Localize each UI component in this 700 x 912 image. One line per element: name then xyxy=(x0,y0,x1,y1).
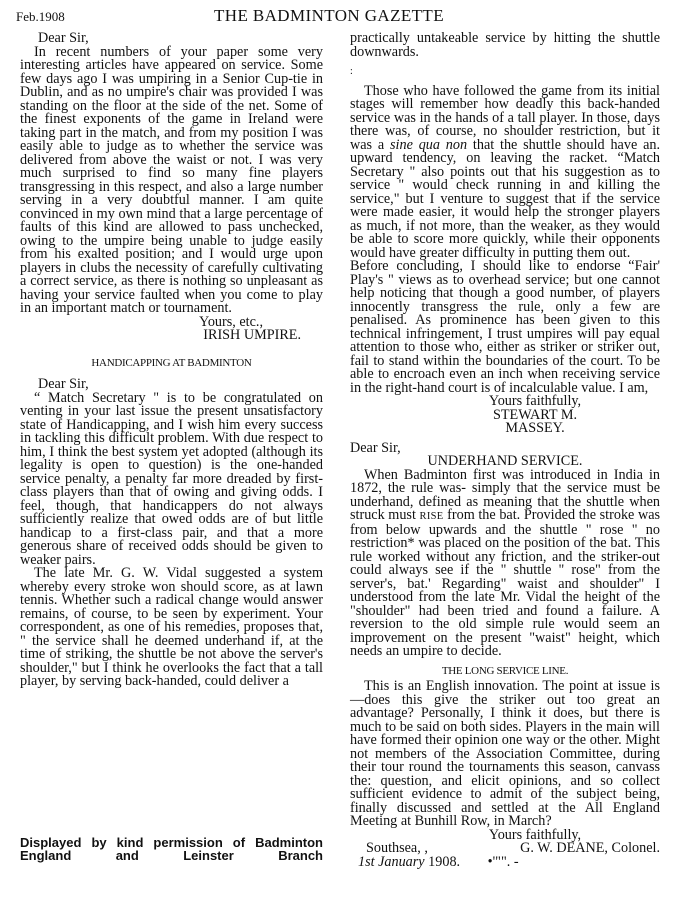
para3-text: Those who have followed the game from its initial stages will remember how deadly this back-handed service was in the hands of a tall player. In those, days there was, of course, no shoulder restriction, but it was a xyxy=(350,82,660,153)
letter3-body xyxy=(350,466,661,659)
letter3-dateline xyxy=(358,853,660,870)
letter3-place: Southsea, , xyxy=(366,840,428,856)
letter2-para4: Before concluding, I should like to endorse “Fair' Play's " views as to overhead service; but one cannot help noticing that though a good number, of players innocently transgress the rule, only a few are penalised. As prominence has been given to this technical infringement, I trust umpires will pay equal attention to those who, either as striker or striker out, fail to stand within the boundaries of the court. To be able to encroach even an inch when receiving service in the right-hand court is of incalculable value. I am, xyxy=(350,258,660,396)
latin-phrase: sine qua non xyxy=(390,136,468,153)
letter3-closing: Yours faithfully, xyxy=(488,826,582,843)
issue-date: Feb.1908 xyxy=(16,9,65,24)
letter2-signature-1: STEWART M. xyxy=(492,406,577,423)
right-column xyxy=(350,32,660,902)
publication-title: THE BADMINTON GAZETTE xyxy=(214,6,444,25)
underhand-heading: UNDERHAND SERVICE. xyxy=(427,453,583,469)
letter1-signature: IRISH UMPIRE. xyxy=(203,327,301,343)
letter3-year: 1908. xyxy=(428,853,461,870)
letter2-signature-2: MASSEY. xyxy=(505,420,565,436)
permission-credit xyxy=(20,836,323,862)
handicapping-heading: HANDICAPPING AT BADMINTON xyxy=(91,356,252,369)
credit-line-1: Displayed by kind permission of Badminton xyxy=(20,835,323,850)
letter2-continuation: practically untakeable service by hitting the shuttle downwards. xyxy=(350,30,660,60)
letter1-salutation: Dear Sir, xyxy=(38,30,89,46)
rise-word: RISE xyxy=(419,511,444,522)
letter3-marks: •'"". - xyxy=(487,853,519,870)
body-a: When Badminton first was introduced in India in 1872, the rule was- simply that the service must be underhand, defined as meaning that the shuttle when struck must xyxy=(350,466,660,523)
letter3-signer: G. W. DEANE, Colonel. xyxy=(520,840,660,856)
letter3-salutation: Dear Sir, xyxy=(350,439,401,456)
letter1-closing: Yours, etc., xyxy=(199,313,263,330)
long-service-heading: THE LONG SERVICE LINE. xyxy=(441,664,569,677)
para3-rest: that the shuttle should have an. upward tendency, on leaving the racket. “Match Secretary " also points out that his suggestion as to service " would check running in and killing the service," but I venture to suggest that if the service were made easier, it would help the stronger players as much, if not more, than the weaker, as they would be able to score more quickly, while their opponents would have greater difficulty in putting them out. xyxy=(350,136,661,261)
letter3-body-c: This is an English innovation. The point at issue is—does this give the striker out too great an advantage? Personally, I think it does, but there is much to be said on both sides. Players in the main will have formed their opinion one way or the other. Might not members of the Association Committee, during their tour round the tournaments this season, canvass the: question, and elicit opinions, and so collect sufficient evidence to admit of the subject being, finally discussed and settled at the All England Meeting at Bunhill Row, in March? xyxy=(350,678,660,829)
stray-mark: : xyxy=(350,66,353,77)
page-header xyxy=(0,6,700,28)
letter2-salutation: Dear Sir, xyxy=(38,376,89,392)
letter2-para3 xyxy=(350,82,661,261)
letter2-closing: Yours faithfully, xyxy=(488,393,582,409)
body-b: from the bat. Provided the stroke was from below upwards and the shuttle " rose " no restriction* was placed on the position of the bat. This rule worked without any friction, and the striker-out could always see if the " shuttle " rose" from the server's, bat.' Regarding" waist and shoulder" I understood from the late Mr. Vidal the height of the "shoulder" had been tried and found a failure. A reversion to the old simple rule would seem an improvement on the present "waist" height, which needs an umpire to decide. xyxy=(350,507,661,659)
letter3-date: 1st January xyxy=(358,853,425,870)
letter2-para1: “ Match Secretary " is to be congratulated on venting in your last issue the present unsatisfactory state of Handicapping, and I wish him every success in tackling this difficult problem. With due respect to him, I think the best system yet adopted (although its legality is open to question) is the one-handed service penalty, a penalty far more dreaded by first-class players than that of owing and giving odds. I feel, though, that handicappers do not always sufficiently realize that owed odds are of but little handicap to a first-class pair, and that a more generous share of received odds should be given to weaker pairs. xyxy=(20,389,323,568)
letter2-para2: The late Mr. G. W. Vidal suggested a system whereby every stroke won should score, as at lawn tennis. Whether such a radical change would answer remains, of course, to be seen by experiment. Your correspondent, as one of his remedies, proposes that, " the service shall he deemed underhand if, at the time of striking, the shuttle be not above the server's shoulder," but I think he overlooks the fact that a tall player, by serving back-handed, could deliver a xyxy=(20,565,323,689)
letter1-body: In recent numbers of your paper some very interesting articles have appeared on service. Some few days ago I was umpiring in a Senior Cup-tie in Dublin, and as no umpire's chair was provided I was standing on the floor at the side of the net. Some of the finest exponents of the game in Ireland were taking part in the match, and from my position I was easily able to judge as to whether the service was delivered from above the waist or not. I was very much surprised to find so many fine players transgressing in this respect, and also a large number serving in a very doubtful manner. I am quite convinced in my own mind that a large percentage of faults of this kind are allowed to pass unchecked, owing to the umpire being unable to judge easily from his exalted position; and I would urge upon players in clubs the necessity of carefully cultivating a correct service, as there is nothing so unpleasant as having your service faulted when you come to play in an important match or tournament. xyxy=(20,43,323,316)
left-column xyxy=(20,32,323,902)
credit-line-2: England and Leinster Branch xyxy=(20,848,323,863)
